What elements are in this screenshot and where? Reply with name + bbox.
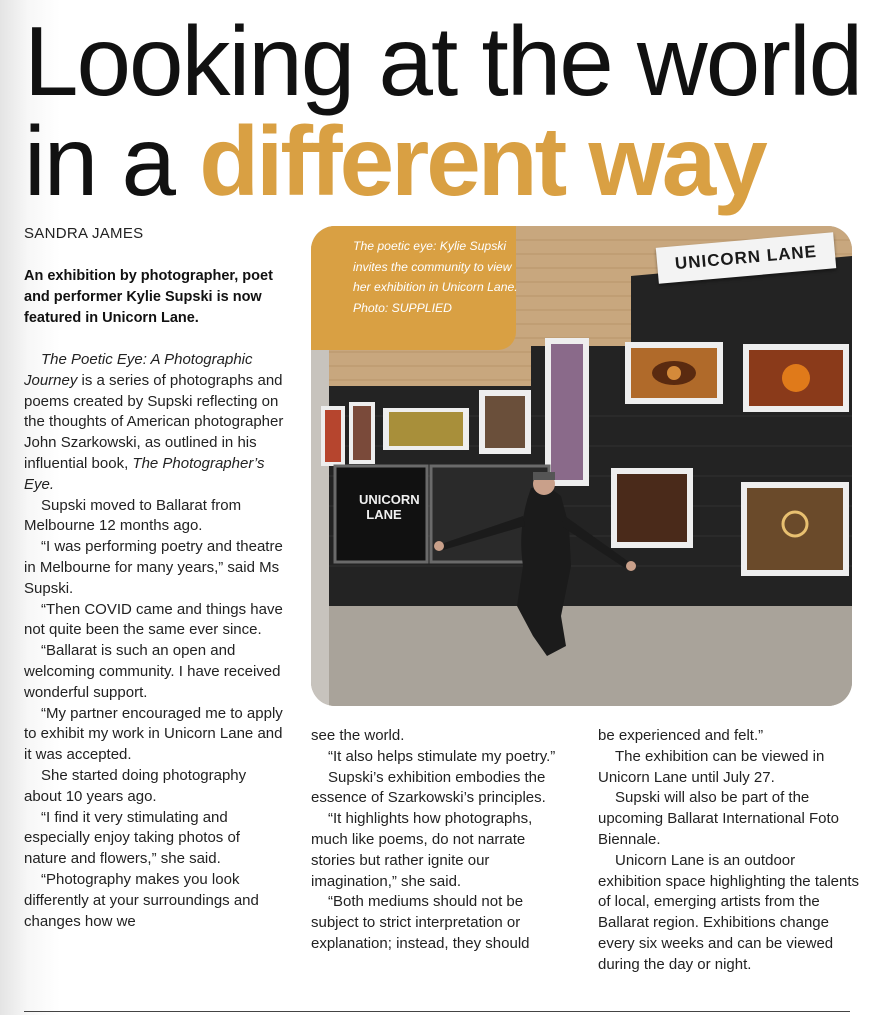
article-column-1: [24, 350, 286, 932]
paragraph: “Then COVID came and things have not quite been the same ever since.: [24, 600, 283, 639]
paragraph: Supski moved to Ballarat from Melbourne 12 months ago.: [24, 496, 242, 535]
headline-line-1: Looking at the world: [24, 6, 862, 116]
article-photo: [311, 226, 852, 706]
paragraph: “Ballarat is such an open and welcoming community. I have received wonderful support.: [24, 642, 281, 701]
headline-plain: in a: [24, 106, 200, 216]
article-column-2: [311, 726, 573, 955]
paragraph: “Both mediums should not be subject to strict interpretation or explanation; instead, they should: [311, 893, 530, 952]
paragraph: Supski will also be part of the upcoming Ballarat International Foto Biennale.: [598, 789, 839, 848]
headline-line-2: [24, 106, 765, 216]
window-sign: [359, 492, 420, 522]
paragraph: Supski’s exhibition embodies the essence of Szarkowski’s principles.: [311, 768, 546, 807]
paragraph: “I was performing poetry and theatre in Melbourne for many years,” said Ms Supski.: [24, 538, 283, 597]
paragraph: The exhibition can be viewed in Unicorn Lane until July 27.: [598, 747, 825, 786]
photo-caption-box: [311, 226, 516, 350]
paragraph: “It highlights how photographs, much like poems, do not narrate stories but rather ignite our imagination,” she said.: [311, 810, 533, 890]
byline: SANDRA JAMES: [24, 225, 144, 242]
paragraph: be experienced and felt.”: [598, 727, 764, 744]
paragraph: “My partner encouraged me to apply to exhibit my work in Unicorn Lane and it was accepted.: [24, 704, 283, 764]
window-sign-line-1: UNICORN: [359, 492, 420, 507]
photo-caption: The poetic eye: Kylie Supski invites the community to view her exhibition in Unicorn Lane. Photo: SUPPLIED: [353, 239, 518, 315]
standfirst: An exhibition by photographer, poet and performer Kylie Supski is now featured in Unicorn Lane.: [24, 268, 273, 326]
paragraph: She started doing photography about 10 years ago.: [24, 766, 247, 805]
paragraph-text: is a series of photographs and poems created by Supski reflecting on the thoughts of American photographer John Szarkowski, as outlined in his influential book,: [24, 371, 284, 472]
book-title: The Photographer’s Eye.: [24, 454, 265, 493]
footer-rule: [24, 1011, 850, 1012]
window-sign-line-2: LANE: [366, 507, 402, 522]
paragraph: see the world.: [311, 727, 405, 744]
paragraph: “I find it very stimulating and especially enjoy taking photos of nature and flowers,” she said.: [24, 808, 240, 868]
exhibition-title: The Poetic Eye: A Photographic Journey: [24, 351, 253, 389]
article-column-3: [598, 726, 860, 976]
paragraph: Unicorn Lane is an outdoor exhibition space highlighting the talents of local, emerging artists from the Ballarat region. Exhibitions change every six weeks and can be viewed during the day or night.: [598, 851, 860, 973]
paragraph: “It also helps stimulate my poetry.”: [328, 747, 556, 765]
headline-accent: different way: [199, 106, 765, 216]
paragraph: [24, 350, 286, 496]
street-sign: UNICORN LANE: [656, 232, 836, 283]
paragraph: “Photography makes you look differently at your surroundings and changes how we: [24, 870, 259, 930]
